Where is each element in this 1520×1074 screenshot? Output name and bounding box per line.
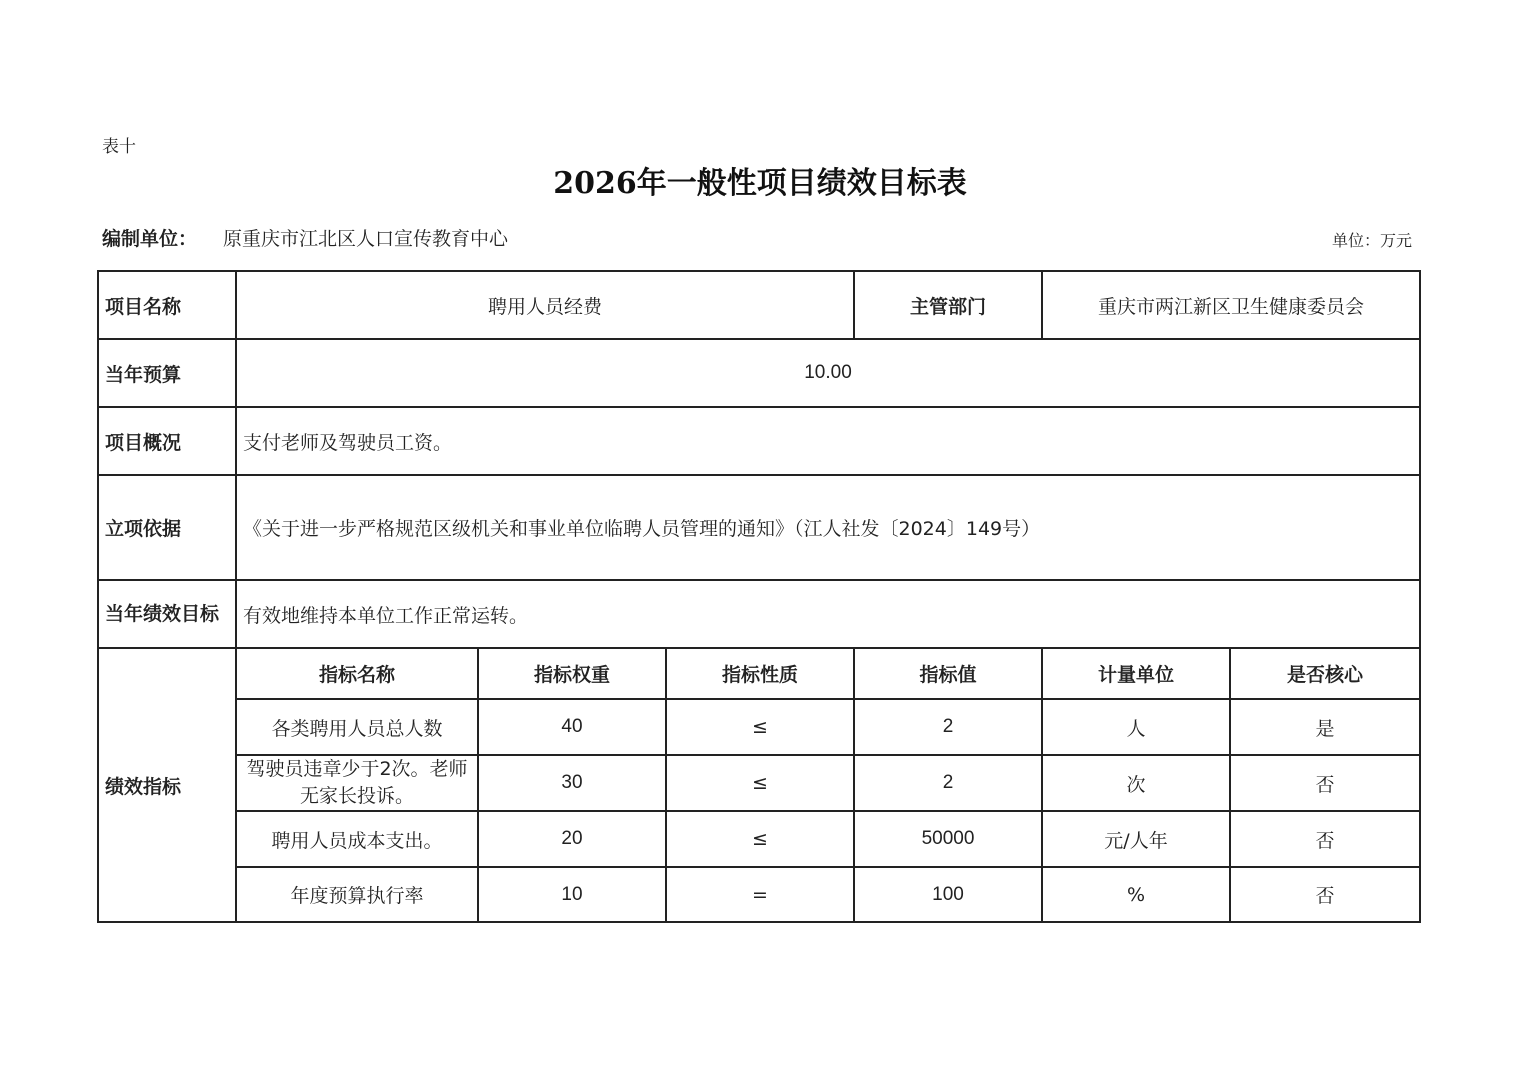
indicator-core: 否 [1230,811,1420,867]
indicator-name: 各类聘用人员总人数 [236,699,478,755]
overview-value: 支付老师及驾驶员工资。 [236,407,1420,475]
indicator-nature: = [666,867,854,922]
indicator-weight: 40 [478,699,666,755]
indicator-unit: 元/人年 [1042,811,1230,867]
indicator-nature: ≤ [666,755,854,811]
org-value: 原重庆市江北区人口宣传教育中心 [223,228,509,250]
basis-label: 立项依据 [98,475,236,580]
goal-value: 有效地维持本单位工作正常运转。 [236,580,1420,648]
col-header-name: 指标名称 [236,648,478,699]
unit-note: 单位：万元 [1331,231,1412,250]
budget-value: 10.00 [236,339,1420,407]
indicator-nature: ≤ [666,699,854,755]
budget-label: 当年预算 [98,339,236,407]
indicator-core: 否 [1230,755,1420,811]
goal-label: 当年绩效目标 [98,580,236,648]
table-row [98,755,1420,811]
basis-value: 《关于进一步严格规范区级机关和事业单位临聘人员管理的通知》（江人社发〔2024〕149号） [236,475,1420,580]
dept-label: 主管部门 [854,271,1042,339]
performance-table [97,270,1421,923]
col-header-unit: 计量单位 [1042,648,1230,699]
table-row [98,867,1420,922]
indicator-value: 100 [854,867,1042,922]
col-header-value: 指标值 [854,648,1042,699]
indicator-core: 否 [1230,867,1420,922]
indicator-unit: 次 [1042,755,1230,811]
indicator-unit: % [1042,867,1230,922]
col-header-weight: 指标权重 [478,648,666,699]
indicator-value: 2 [854,755,1042,811]
dept-value: 重庆市两江新区卫生健康委员会 [1042,271,1420,339]
indicator-core: 是 [1230,699,1420,755]
indicator-weight: 20 [478,811,666,867]
indicator-value: 2 [854,699,1042,755]
table-row [98,699,1420,755]
indicator-weight: 30 [478,755,666,811]
project-name-value: 聘用人员经费 [236,271,854,339]
project-name-label: 项目名称 [98,271,236,339]
indicator-name: 年度预算执行率 [236,867,478,922]
indicator-unit: 人 [1042,699,1230,755]
org-label: 编制单位： [102,228,198,250]
indicator-name: 聘用人员成本支出。 [236,811,478,867]
indicators-section-label: 绩效指标 [98,648,236,922]
col-header-nature: 指标性质 [666,648,854,699]
org-row [102,224,508,251]
indicator-weight: 10 [478,867,666,922]
indicator-name: 驾驶员违章少于2次。老师无家长投诉。 [236,755,478,811]
indicator-nature: ≤ [666,811,854,867]
table-row [98,811,1420,867]
indicator-value: 50000 [854,811,1042,867]
page-title: 2026年一般性项目绩效目标表 [553,166,967,201]
overview-label: 项目概况 [98,407,236,475]
table-label: 表十 [102,137,136,157]
col-header-core: 是否核心 [1230,648,1420,699]
